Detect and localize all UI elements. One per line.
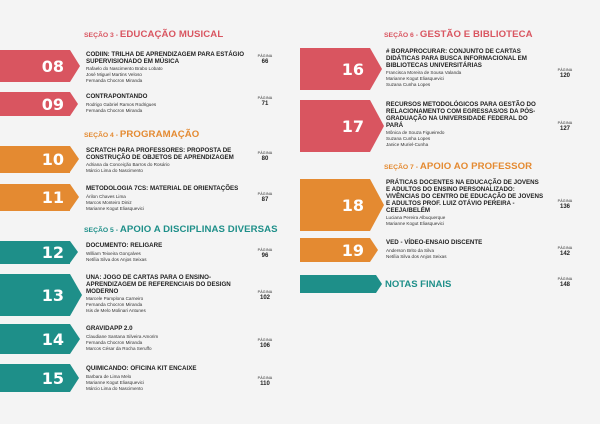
entry-number-16: 16 [300, 48, 370, 90]
entry-title: UNA: JOGO DE CARTAS PARA O ENSINO-APRENDIZAGEM DE REFERENCIAIS DO DESIGN MODERNO [86, 274, 231, 295]
entry-title: CODIIN: TRILHA DE APRENDIZAGEM PARA ESTÁGIO SUPERVISIONADO EM MÚSICA [86, 51, 245, 65]
entry-number-12: 12 [0, 241, 70, 264]
section-6-heading: SEÇÃO 6 - GESTÃO E BIBLIOTECA [384, 29, 533, 40]
entry-authors: Claudiane Santana Silveira Amorim Fernanda Chocron Miranda Marcos César da Rocha Seruffo [86, 334, 159, 352]
entry-title: METODOLOGIA 7CS: MATERIAL DE ORIENTAÇÕES [86, 185, 239, 192]
entry-page: PÁGINA 96 [257, 248, 273, 259]
entry-authors: Mônica de Souza Figueiredo Suzana Cunha Lopes Janice Muriel-Cunha [386, 130, 445, 148]
entry-page: PÁGINA 71 [257, 96, 273, 107]
chevron-icon [70, 364, 79, 392]
entry-page: PÁGINA 80 [257, 151, 273, 162]
entry-authors: Luciana Pereira Albuquerque Marianne Kogut Eliasquevici [386, 215, 446, 227]
entry-page: PÁGINA 87 [257, 192, 273, 203]
entry-page: PÁGINA 148 [557, 277, 573, 288]
entry-number-17: 17 [300, 100, 370, 152]
entry-authors: Rafaelo do Nascimento Brabo Lobato José Miguel Martins Veloso Fernanda Chocron Miranda [86, 66, 163, 84]
entry-title: QUIMICANDO: OFICINA KIT ENCAIXE [86, 365, 197, 372]
entry-authors: Árilon Chaves Lima Marcos Monteiro Diniz Marianne Kogut Eliasquevici [86, 194, 144, 212]
section-5-heading: SEÇÃO 5 - APOIO A DISCIPLINAS DIVERSAS [84, 224, 278, 235]
notas-finais-bar [300, 275, 376, 293]
chevron-icon [70, 274, 82, 316]
entry-title: CONTRAPONTANDO [86, 93, 148, 100]
entry-title: VED - VÍDEO-ENSAIO DISCENTE [386, 239, 483, 246]
section-7-heading: SEÇÃO 7 - APOIO AO PROFESSOR [384, 161, 533, 172]
chevron-icon [370, 48, 382, 90]
chevron-icon [70, 324, 80, 354]
entry-page: PÁGINA 127 [557, 121, 573, 132]
entry-number-18: 18 [300, 179, 370, 231]
entry-number-13: 13 [0, 274, 70, 316]
entry-authors: Barbara de Lima Melo Marianne Kogut Eliasquevici Márcio Lima do Nascimento [86, 374, 144, 392]
entry-authors: Marcele Pamplona Carneiro Fernanda Chocron Miranda Isis de Melo Molinari Antunes [86, 296, 146, 314]
chevron-icon [370, 100, 384, 152]
entry-number-09: 09 [0, 92, 70, 116]
entry-authors: Rodrigo Gabriel Ramos Rodrigues Fernanda Chocron Miranda [86, 102, 157, 114]
entry-page: PÁGINA 102 [257, 290, 273, 301]
entry-title: # BORAPROCURAR: CONJUNTO DE CARTAS DIDÁTICAS PARA BUSCA INFORMACIONAL EM BIBLIOTECAS UNIVERSITÁRIAS [386, 48, 527, 69]
entry-number-15: 15 [0, 364, 70, 392]
entry-authors: William Teixeira Gonçalves Netília Silva dos Anjos Seixas [86, 251, 147, 263]
entry-page: PÁGINA 120 [557, 68, 573, 79]
entry-title: PRÁTICAS DOCENTES NA EDUCAÇÃO DE JOVENS E ADULTOS DO ENSINO PERSONALIZADO: VIVÊNCIAS DO CENTRO DE EDUCAÇÃO DE JOVENS E ADULTOS PROF. LUIZ OTÁVIO PEREIRA - CEEJA/BELÉM [386, 179, 544, 214]
chevron-icon [70, 241, 78, 263]
entry-page: PÁGINA 136 [557, 199, 573, 210]
notas-finais-title: NOTAS FINAIS [385, 279, 452, 290]
entry-number-08: 08 [0, 50, 70, 82]
entry-title: GRAVIDAPP 2.0 [86, 325, 133, 332]
entry-page: PÁGINA 66 [257, 54, 273, 65]
chevron-icon [70, 146, 79, 172]
entry-number-11: 11 [0, 184, 70, 211]
section-4-heading: SEÇÃO 4 - PROGRAMAÇÃO [84, 129, 200, 140]
entry-number-14: 14 [0, 324, 70, 354]
chevron-icon [376, 275, 382, 293]
entry-number-19: 19 [300, 238, 370, 262]
entry-number-10: 10 [0, 146, 70, 173]
entry-authors: Adriana da Conceição Barros do Rosário Márcio Lima do Nascimento [86, 162, 170, 174]
chevron-icon [370, 238, 378, 262]
entry-page: PÁGINA 142 [557, 246, 573, 257]
chevron-icon [70, 92, 78, 116]
section-3-heading: SEÇÃO 3 - EDUCAÇÃO MUSICAL [84, 29, 224, 40]
chevron-icon [370, 179, 384, 231]
entry-page: PÁGINA 106 [257, 338, 273, 349]
entry-title: RECURSOS METODOLÓGICOS PARA GESTÃO DO RELACIONAMENTO COM EGRESSAS/OS DA PÓS-GRADUAÇÃO NA UNIVERSIDADE FEDERAL DO PARÁ [386, 101, 536, 129]
entry-page: PÁGINA 110 [257, 376, 273, 387]
chevron-icon [70, 184, 79, 210]
entry-title: SCRATCH PARA PROFESSORES: PROPOSTA DE CONSTRUÇÃO DE OBJETOS DE APRENDIZAGEM [86, 147, 234, 161]
chevron-icon [70, 50, 80, 82]
entry-title: DOCUMENTO: RELIGARE [86, 242, 163, 249]
entry-authors: Anderson Brito da Silva Netília Silva dos Anjos Seixas [386, 248, 447, 260]
entry-authors: Francisca Moreira de Sousa Valanda Marianne Kogut Eliasquevici Suzana Cunha Lopes [386, 70, 462, 88]
